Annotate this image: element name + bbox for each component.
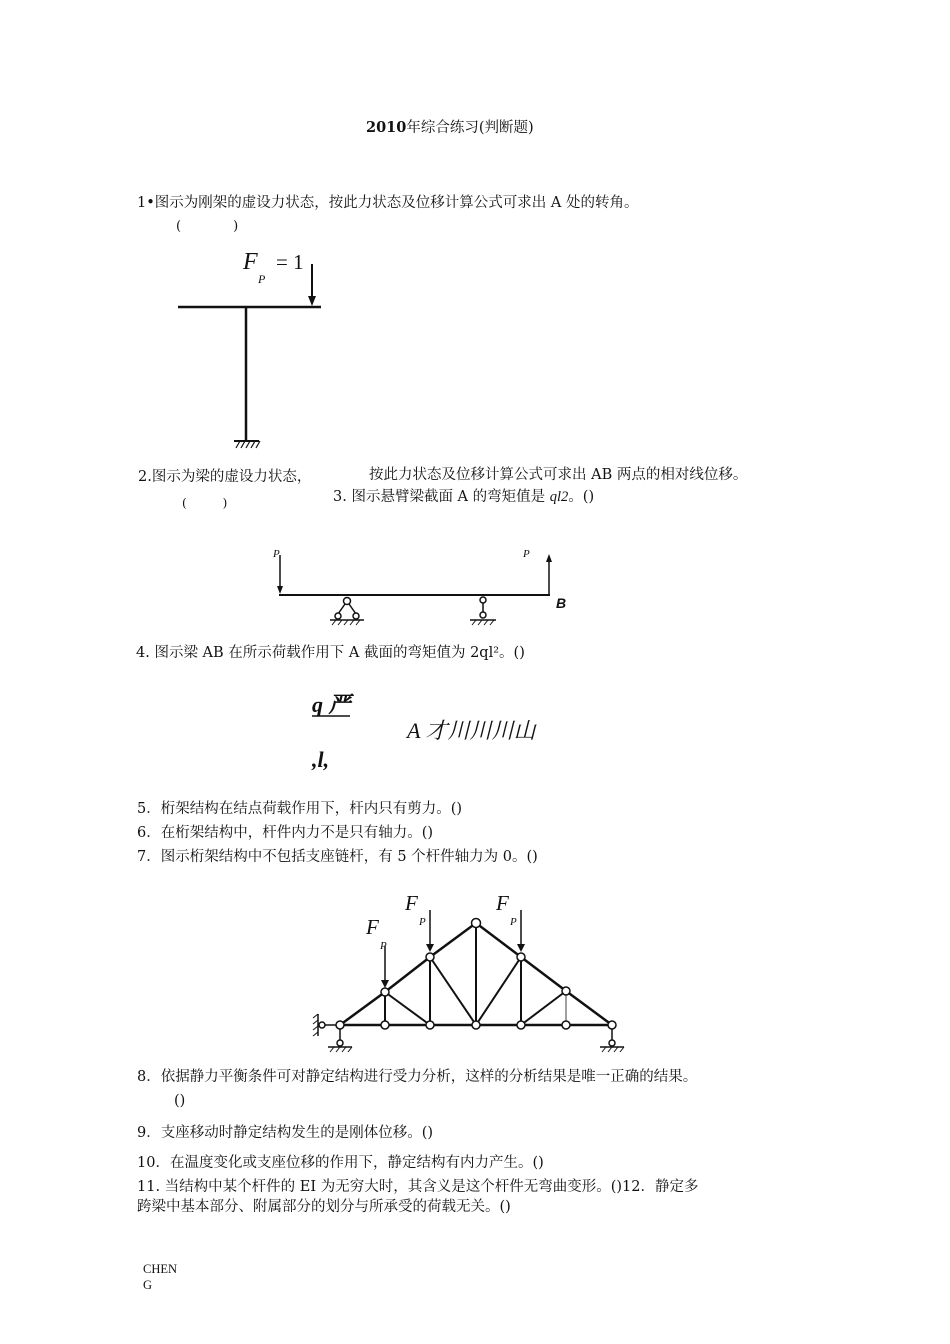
question-11-line-2: 跨梁中基本部分、附属部分的划分与所承受的荷载无关。() <box>137 1199 511 1215</box>
question-5: 5．桁架结构在结点荷载作用下，杆内只有剪力。() <box>137 801 463 817</box>
truss-load-f-mid: F <box>405 891 418 915</box>
truss-load-sub-mid: P <box>419 916 426 928</box>
truss-right-support <box>600 1029 624 1047</box>
question-2-blank: ( ) <box>182 496 228 510</box>
truss-load-f-left: F <box>366 915 379 939</box>
question-4: 4. 图示梁 AB 在所示荷载作用下 A 截面的弯矩值为 2ql²。() <box>136 645 525 661</box>
beam-right-label: P <box>523 548 530 560</box>
beam-end-label: B <box>556 595 567 611</box>
question-7: 7．图示桁架结构中不包括支座链杆，有 5 个杆件轴力为 0。() <box>137 849 538 865</box>
title-text: 年综合练习(判断题) <box>406 120 534 136</box>
question-8-blank: () <box>174 1093 186 1109</box>
beam-left-label: P <box>273 548 280 560</box>
load-label-sub: P <box>258 272 266 286</box>
question-1-blank: ( ) <box>176 219 239 234</box>
truss-load-sub-right: P <box>510 916 517 928</box>
truss-load-f-right: F <box>496 891 509 915</box>
question-3-tail: 。() <box>568 489 595 505</box>
footer-line-2: G <box>143 1278 153 1292</box>
question-2-part-b: 按此力状态及位移计算公式可求出 AB 两点的相对线位移。 <box>369 467 748 483</box>
fig3-l-label: ,l, <box>312 747 330 772</box>
question-9: 9．支座移动时静定结构发生的是刚体位移。() <box>137 1125 434 1141</box>
truss-load-heads <box>381 944 525 988</box>
truss-web-members <box>385 923 566 1025</box>
fig3-q-label: q 严 <box>312 692 351 717</box>
fig3-a-label: A 才川川川山 <box>407 718 536 743</box>
footer-line-1: CHEN <box>143 1262 178 1276</box>
question-6: 6．在桁架结构中，杆件内力不是只有轴力。() <box>137 825 434 841</box>
question-1: 1•图示为刚架的虚设力状态，按此力状态及位移计算公式可求出 A 处的转角。 <box>137 195 639 211</box>
truss-load-arrows <box>385 910 521 982</box>
title-year: 2010 <box>366 119 407 136</box>
load-label-f: F <box>243 249 258 275</box>
question-8: 8．依据静力平衡条件可对静定结构进行受力分析，这样的分析结果是唯一正确的结果。 <box>137 1069 698 1085</box>
question-2-part-a: 2.图示为梁的虚设力状态， <box>138 469 312 485</box>
truss-load-sub-left: P <box>380 940 387 952</box>
load-label-eq: = 1 <box>276 250 304 274</box>
question-3-text: 3. 图示悬臂梁截面 A 的弯矩值是 <box>333 489 550 505</box>
question-11-line-1: 11. 当结构中某个杆件的 EI 为无穷大时，其含义是这个杆件无弯曲变形。()12．静定多 <box>137 1179 699 1195</box>
question-10: 10．在温度变化或支座位移的作用下，静定结构有内力产生。() <box>137 1155 544 1171</box>
question-3-italic: ql2 <box>549 489 569 505</box>
